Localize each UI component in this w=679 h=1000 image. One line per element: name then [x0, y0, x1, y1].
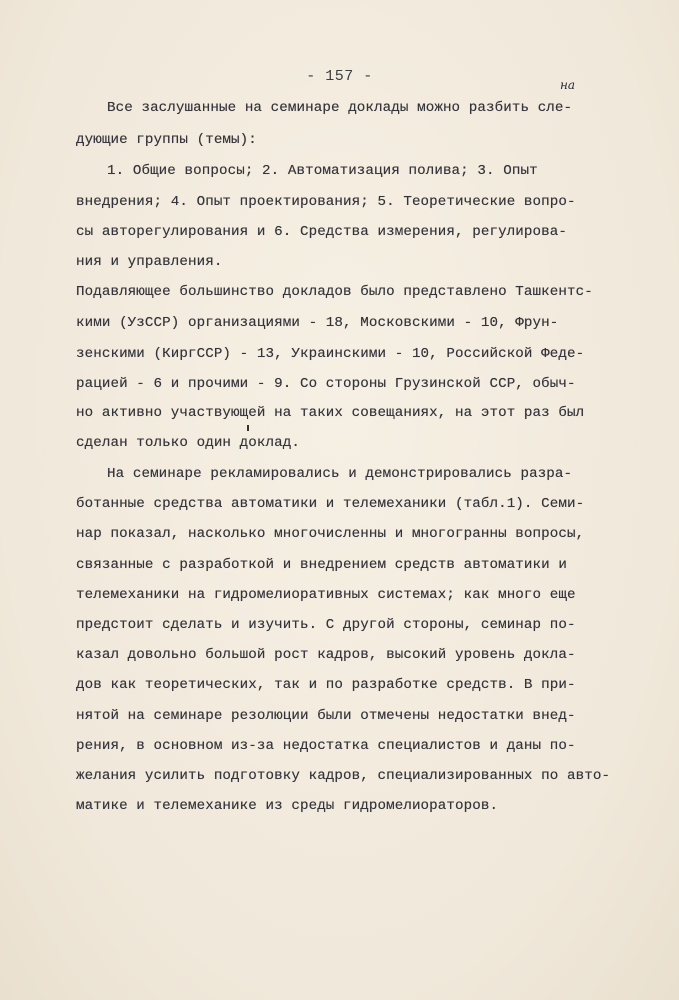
text-line-4: внедрения; 4. Опыт проектирования; 5. Теоретические вопро-	[76, 194, 576, 210]
text-line-2: дующие группы (темы):	[76, 132, 257, 148]
text-line-24: матике и телемеханике из среды гидромелиораторов.	[76, 798, 499, 814]
text-line-14: ботанные средства автоматики и телемеханики (табл.1). Семи-	[76, 496, 585, 512]
page-number: - 157 -	[306, 68, 373, 85]
text-line-23: желания усилить подготовку кадров, специализированных по авто-	[76, 768, 611, 784]
caret-mark	[247, 425, 249, 431]
text-line-5: сы авторегулирования и 6. Средства измерения, регулирова-	[76, 224, 567, 240]
handwritten-insertion: на	[560, 78, 576, 92]
text-line-21: нятой на семинаре резолюции были отмечены недостатки внед-	[76, 708, 576, 724]
text-line-6: ния и управления.	[76, 254, 223, 270]
text-line-8: кими (УзССР) организациями - 18, Московскими - 10, Фрун-	[76, 315, 559, 331]
text-line-1: Все заслушанные на семинаре доклады можно разбить сле-	[107, 100, 573, 116]
text-line-7: Подавляющее большинство докладов было представлено Ташкентс-	[76, 284, 593, 300]
text-line-18: предстоит сделать и изучить. С другой стороны, семинар по-	[76, 617, 576, 633]
text-line-3: 1. Общие вопросы; 2. Автоматизация полива; 3. Опыт	[107, 163, 538, 179]
text-line-22: рения, в основном из-за недостатка специалистов и даны по-	[76, 738, 576, 754]
text-line-11: но активно участвующей на таких совещаниях, на этот раз был	[76, 405, 585, 421]
text-line-16: связанные с разработкой и внедрением средств автоматики и	[76, 557, 567, 573]
text-line-12: сделан только один доклад.	[76, 435, 300, 451]
text-line-9: зенскими (КиргССР) - 13, Украинскими - 10, Российской Феде-	[76, 346, 585, 362]
text-line-15: нар показал, насколько многочисленны и многогранны вопросы,	[76, 526, 585, 542]
text-line-19: казал довольно большой рост кадров, высокий уровень докла-	[76, 647, 576, 663]
text-line-20: дов как теоретических, так и по разработке средств. В при-	[76, 677, 576, 693]
text-line-17: телемеханики на гидромелиоративных системах; как много еще	[76, 587, 576, 603]
text-line-13: На семинаре рекламировались и демонстрировались разра-	[107, 466, 573, 482]
text-line-10: рацией - 6 и прочими - 9. Со стороны Грузинской ССР, обыч-	[76, 376, 576, 392]
